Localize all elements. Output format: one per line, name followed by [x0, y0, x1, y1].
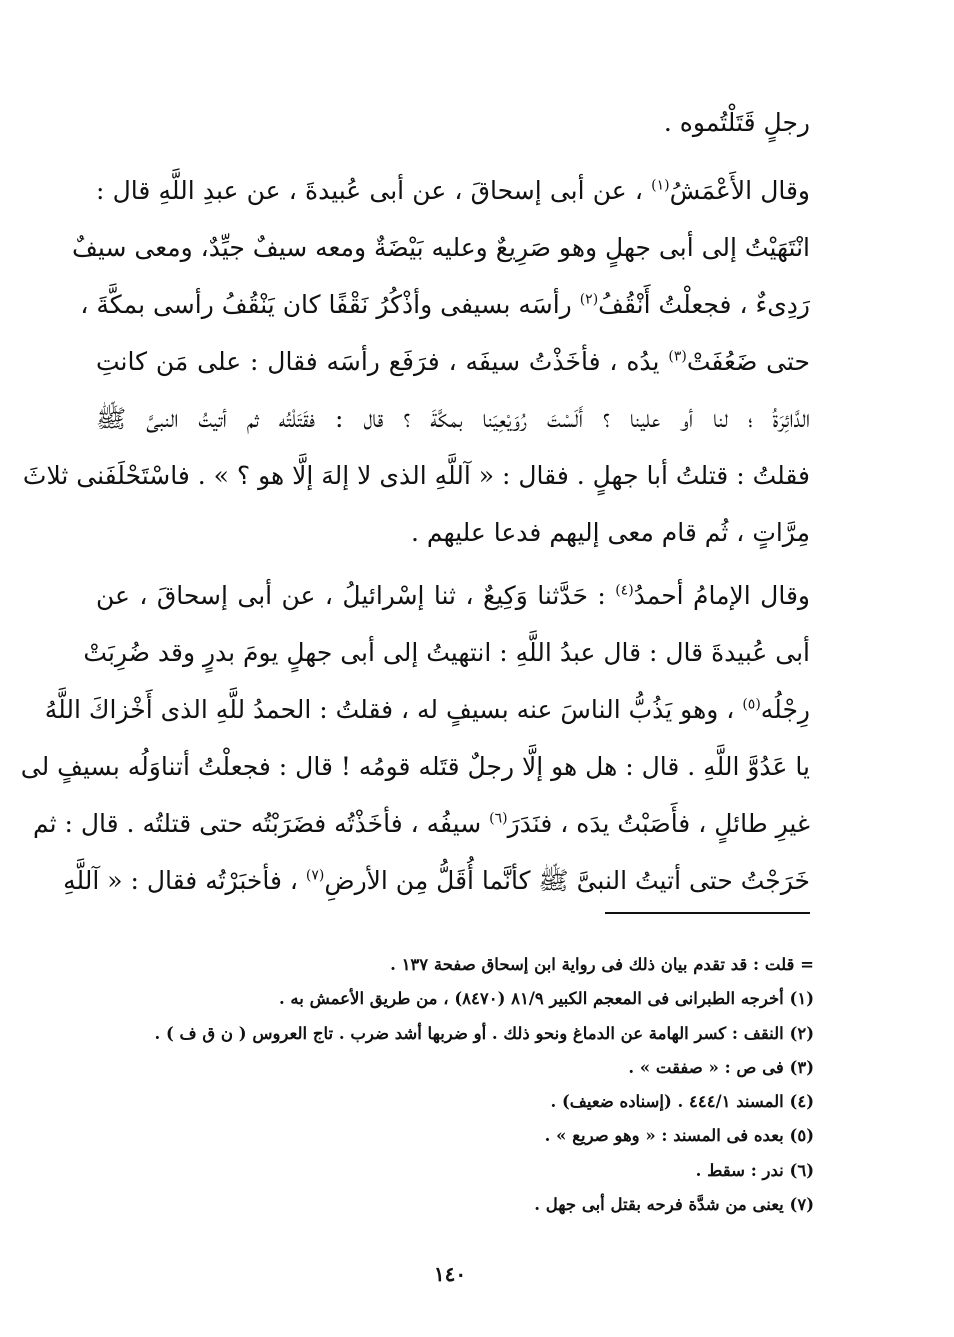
footnote-2: (٢) النقف : كسر الهامة عن الدماغ ونحو ذلك . أو ضربها أشد ضرب . تاج العروس ( ن ق ف ) . [154, 1023, 814, 1043]
footnote-ref: (٢) [579, 291, 599, 308]
text-line: غيرِ طائلٍ ، فأَصَبْتُ يدَه ، فنَدَرَ$^{(٦)}$ سيفُه ، فأخَذْتُه فضَرَبْتُه حتى قتلتُه . قال : ثم [32, 809, 810, 838]
footnote-3: (٣) فى ص : « صفقت » . [628, 1057, 814, 1077]
footnote-5: (٥) بعده فى المسند : « وهو صريع » . [544, 1126, 814, 1146]
footnote-ref: (١) [651, 177, 670, 194]
footnote-separator [605, 912, 810, 914]
text-line: انْتَهَيْتُ إلى أبى جهلٍ وهو صَرِيعٌ وعليه بَيْضَةٌ ومعه سيفٌ جيِّدٌ، ومعى سيفٌ [72, 233, 810, 262]
footnote-7: (٧) يعنى من شدَّة فرحه بقتل أبى جهل . [534, 1195, 814, 1215]
footnote-ref: (٦) [489, 810, 508, 827]
text-line: وقال الإمامُ أحمدُ$^{(٤)}$ : حَدَّثنا وَكِيعٌ ، ثنا إسْرائيلُ ، عن أبى إسحاقَ ، عن [96, 581, 810, 610]
text-line: وقال الأَعْمَشُ$^{(١)}$ ، عن أبى إسحاقَ ، عن أبى عُبيدةَ ، عن عبدِ اللَّهِ قال : [96, 176, 810, 205]
footnote-1: (١) أخرجه الطبرانى فى المعجم الكبير ٨١/٩ (٨٤٧٠) ، من طريق الأعمش به . [278, 989, 814, 1009]
paragraph-imam-ahmad [20, 567, 810, 909]
paragraph-al-amash [22, 162, 810, 561]
text-line: يا عَدُوَّ اللَّهِ . قال : هل هو إلَّا رجلٌ قتَله قومُه ! قال : فجعلْتُ أتناوَلُه بسيفٍ لى [20, 752, 810, 781]
text-line: مِرَّاتٍ ، ثُم قام معى إليهم فدعا عليهم . [411, 518, 810, 547]
text-line: أبى عُبيدةَ قال : قال عبدُ اللَّهِ : انتهيتُ إلى أبى جهلٍ يومَ بدرٍ وقد ضُرِبَتْ [83, 638, 810, 667]
text-line: رجلٍ قَتَلْتُموه . [663, 108, 810, 137]
footnote-4: (٤) المسند ٤٤٤/١ . (إسناده ضعيف) . [550, 1092, 814, 1112]
text-line: رَدِىءٌ ، فجعلْتُ أَنْقُفُ$^{(٢)}$ رأسَه بسيفى وأذْكُرُ نَقْفًا كان يَنْقُفُ رأسى بمكَّةَ ، [80, 290, 810, 319]
footnotes [154, 948, 814, 1222]
footnote-6: (٦) ندر : سقط . [695, 1160, 814, 1180]
text-line: الدَّائِرَةُ ؛ لنا أو علينا ؟ أَلَسْتَ رُوَيْعِيَنا بمكَّةَ ؟ قال : فقَتَلْتُه ثم أتيتُ النبىَّ ﷺ [96, 404, 810, 433]
paragraph-continuation [96, 94, 810, 151]
text-line: خَرَجْتُ حتى أتيتُ النبىَّ ﷺ كأنَّما أُقَلُّ مِن الأرضِ$^{(٧)}$ ، فأخبَرْتُه فقال : « آللَّهِ [63, 866, 810, 895]
text-line: حتى ضَعُفَتْ$^{(٣)}$ يدُه ، فأخَذْتُ سيفَه ، فرَفَع رأسَه فقال : على مَن كانتِ [96, 347, 810, 376]
footnote-ref: (٤) [615, 582, 634, 599]
page-number: ١٤٠ [433, 1262, 467, 1286]
text-line: رِجْلُه$^{(٥)}$ ، وهو يَذُبُّ الناسَ عنه بسيفٍ له ، فقلتُ : الحمدُ للَّهِ الذى أَخْزاكَ اللَّهُ [44, 695, 810, 724]
footnote-ref: (٥) [742, 696, 761, 713]
text-line: فقلتُ : قتلتُ أبا جهلٍ . فقال : « آللَّهِ الذى لا إلهَ إلَّا هو ؟ » . فاسْتَحْلَفَنى ثلاثَ [22, 461, 810, 490]
footnote-ref: (٧) [305, 867, 325, 884]
footnote-ref: (٣) [668, 348, 687, 365]
footnote-continuation: = قلت : قد تقدم بيان ذلك فى رواية ابن إسحاق صفحة ١٣٧ . [390, 955, 814, 974]
